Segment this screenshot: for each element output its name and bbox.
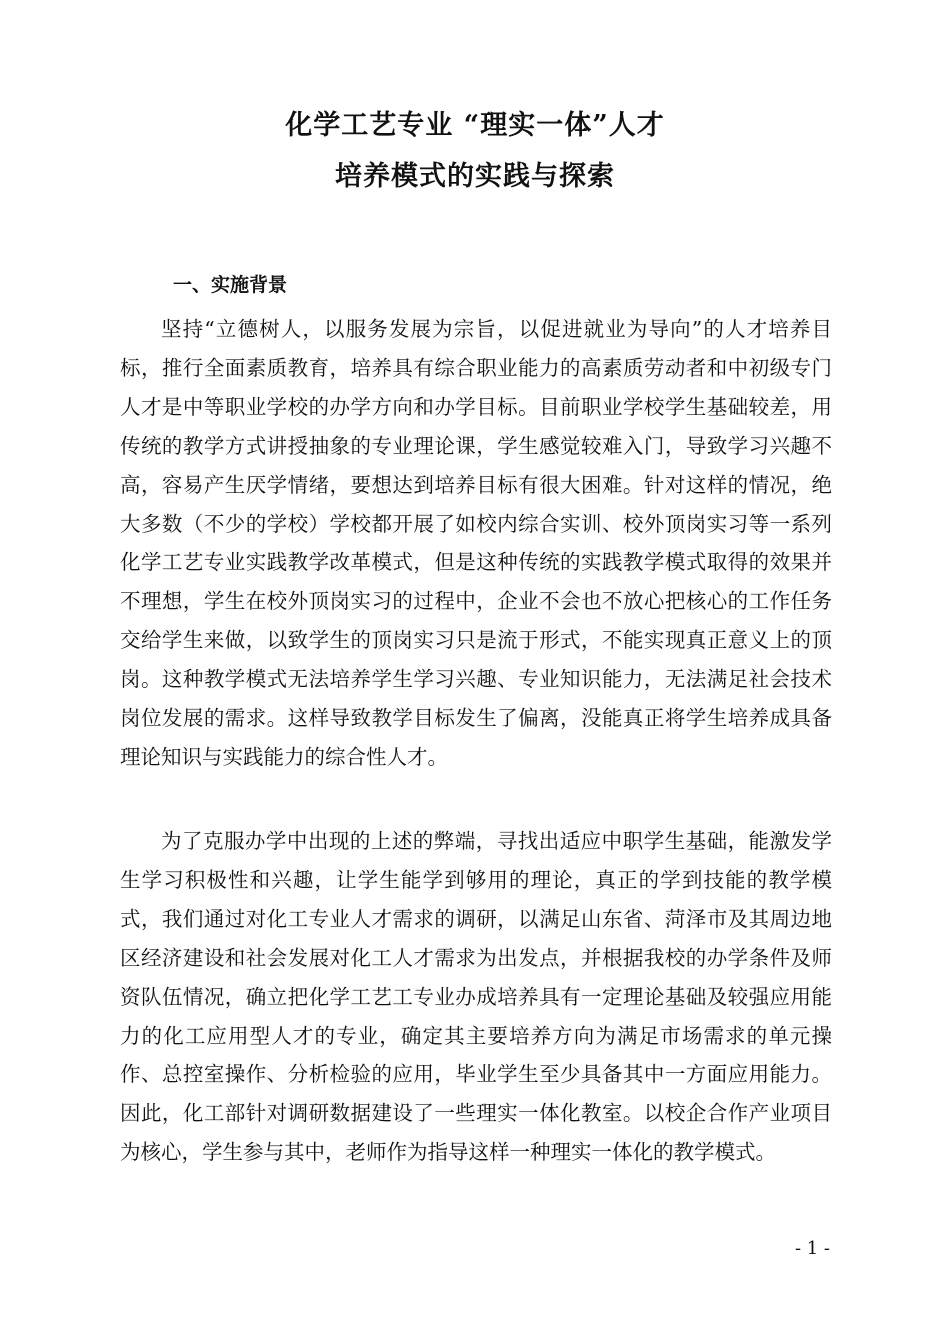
page-number: - 1 - <box>794 1238 830 1259</box>
document-title-line-2: 培养模式的实践与探索 <box>335 161 615 192</box>
section-heading: 一、实施背景 <box>173 274 288 296</box>
document-title-line-1: 化学工艺专业 “理实一体”人才 <box>285 110 665 141</box>
body-paragraph-1: 坚持“立德树人，以服务发展为宗旨，以促进就业为导向”的人才培养目标，推行全面素质教育，培养具有综合职业能力的高素质劳动者和中初级专门人才是中等职业学校的办学方向和办学目标。目前职业学校学生基础较差，用传统的教学方式讲授抽象的专业理论课，学生感觉较难入门，导致学习兴趣不高，容易产生厌学情绪，要想达到培养目标有很大困难。针对这样的情况，绝大多数（不少的学校）学校都开展了如校内综合实训、校外顶岗实习等一系列化学工艺专业实践教学改革模式，但是这种传统的实践教学模式取得的效果并不理想，学生在校外顶岗实习的过程中，企业不会也不放心把核心的工作任务交给学生来做，以致学生的顶岗实习只是流于形式，不能实现真正意义上的顶岗。这种教学模式无法培养学生学习兴趣、专业知识能力，无法满足社会技术岗位发展的需求。这样导致教学目标发生了偏离，没能真正将学生培养成具备理论知识与实践能力的综合性人才。 <box>120 317 832 769</box>
body-paragraph-2: 为了克服办学中出现的上述的弊端，寻找出适应中职学生基础，能激发学生学习积极性和兴趣，让学生能学到够用的理论，真正的学到技能的教学模式，我们通过对化工专业人才需求的调研，以满足山东省、菏泽市及其周边地区经济建设和社会发展对化工人才需求为出发点，并根据我校的办学条件及师资队伍情况，确立把化学工艺工专业办成培养具有一定理论基础及较强应用能力的化工应用型人才的专业，确定其主要培养方向为满足市场需求的单元操作、总控室操作、分析检验的应用，毕业学生至少具备其中一方面应用能力。因此，化工部针对调研数据建设了一些理实一体化教室。以校企合作产业项目为核心，学生参与其中，老师作为指导这样一种理实一体化的教学模式。 <box>120 829 832 1165</box>
